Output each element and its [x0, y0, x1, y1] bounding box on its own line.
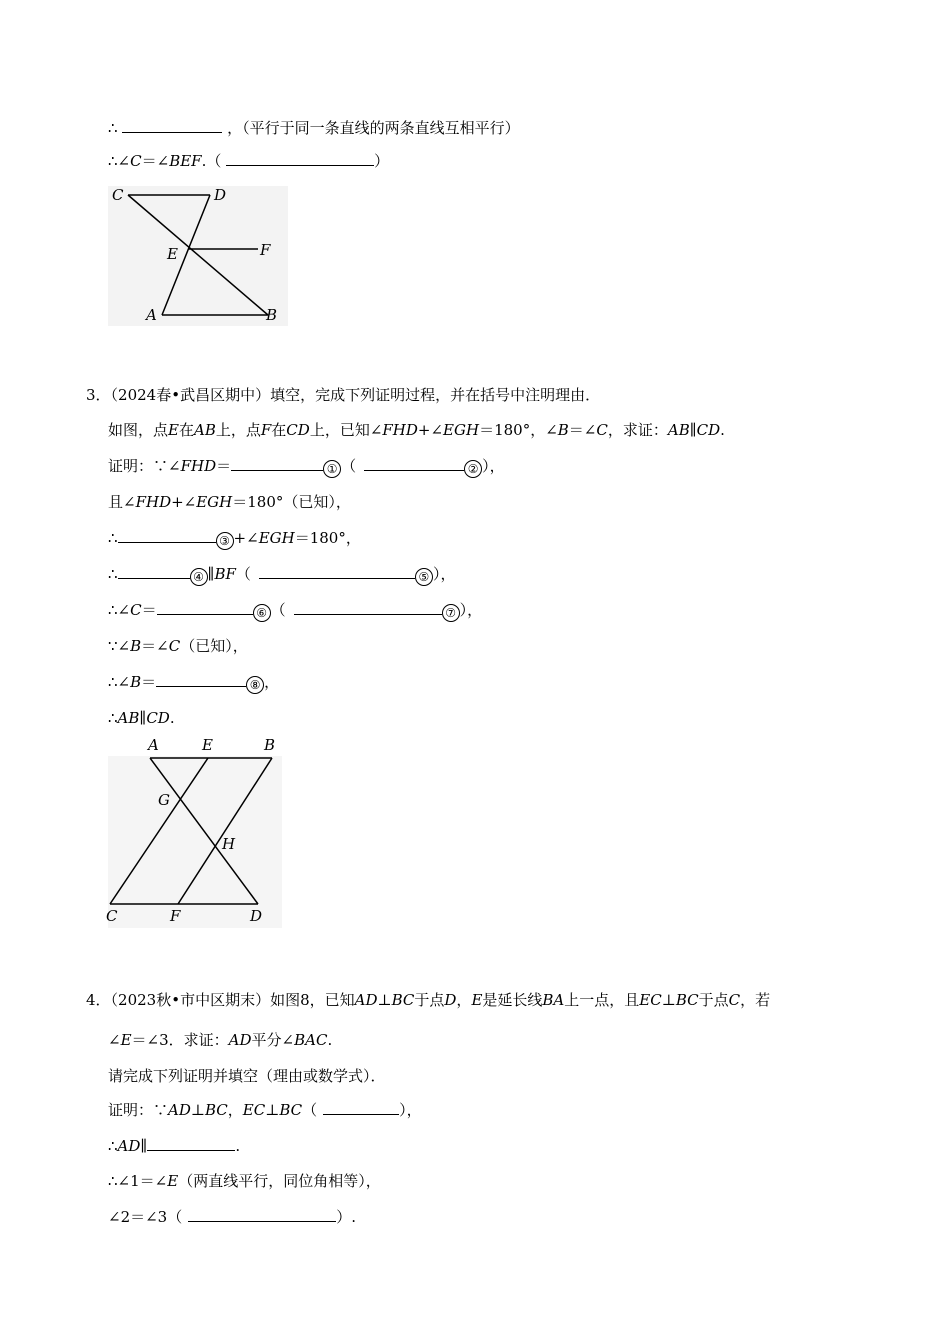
proof-step-6: ∵∠B＝∠C（已知），: [108, 637, 248, 655]
label-d: D: [250, 907, 263, 925]
answer-blank[interactable]: [122, 118, 222, 133]
blank-3[interactable]: [118, 528, 216, 543]
question-4-header: 4．（2023秋•市中区期末）如图8，已知AD⊥BC于点D，E是延长线BA上一点，且EC⊥BC于点C，若: [86, 991, 771, 1009]
proof-step-2: 且∠FHD+∠EGH＝180°（已知），: [108, 493, 351, 511]
question-4-instruction: 请完成下列证明并填空（理由或数学式）．: [108, 1067, 386, 1085]
proof-step-4: ∴ ④ ∥BF（ ⑤ ），: [108, 565, 456, 584]
marker-2: ②: [464, 460, 482, 478]
proof-step-7: ∴∠B＝ ⑧ ，: [108, 673, 280, 692]
marker-8: ⑧: [246, 676, 264, 694]
marker-1: ①: [323, 460, 341, 478]
q4-proof-step-1: 证明：∵AD⊥BC，EC⊥BC（ ），: [108, 1101, 422, 1119]
therefore-symbol: ∴: [108, 119, 118, 137]
q4-blank-3[interactable]: [188, 1207, 336, 1222]
label-g: G: [158, 791, 170, 809]
q4-proof-step-3: ∴∠1＝∠E（两直线平行，同位角相等），: [108, 1172, 381, 1190]
question-3-header: [86, 385, 600, 405]
label-e: E: [202, 736, 213, 754]
blank-5[interactable]: [259, 564, 415, 579]
label-f: F: [260, 241, 271, 259]
proof-line-parallel: [108, 118, 520, 138]
reason-text: ，（平行于同一条直线的两条直线互相平行）: [227, 119, 520, 137]
marker-3: ③: [216, 532, 234, 550]
marker-4: ④: [190, 568, 208, 586]
question-number: 4．: [86, 991, 111, 1009]
label-b: B: [264, 736, 276, 754]
q4-proof-step-2: ∴AD∥ .: [108, 1137, 241, 1155]
blank-4[interactable]: [118, 564, 190, 579]
label-h: H: [222, 835, 236, 853]
blank-7[interactable]: [294, 600, 442, 615]
blank-1[interactable]: [231, 456, 323, 471]
proof-step-8: ∴AB∥CD.: [108, 709, 175, 727]
label-e: E: [167, 245, 178, 263]
label-c: C: [106, 907, 118, 925]
reason-blank[interactable]: [226, 151, 374, 166]
question-4-statement: ∠E＝∠3．求证：AD平分∠BAC.: [108, 1031, 333, 1049]
label-b: B: [266, 306, 278, 324]
marker-5: ⑤: [415, 568, 433, 586]
blank-2[interactable]: [364, 456, 464, 471]
label-f: F: [170, 907, 181, 925]
marker-6: ⑥: [253, 604, 271, 622]
marker-7: ⑦: [442, 604, 460, 622]
proof-step-1: 证明：∵∠FHD＝ ① （ ② ），: [108, 457, 505, 476]
q4-blank-1[interactable]: [323, 1100, 399, 1115]
question-3-statement: 如图，点E在AB上，点F在CD上，已知∠FHD+∠EGH＝180°，∠B＝∠C，求证：AB∥CD.: [108, 421, 725, 439]
figure-2: [100, 736, 290, 931]
label-c: C: [112, 186, 124, 204]
proof-line-angle: ∴∠C＝∠BEF.（ ）: [108, 152, 390, 170]
q4-proof-step-4: ∠2＝∠3（ ）.: [108, 1208, 357, 1226]
question-source: （2024春•武昌区期中）填空，完成下列证明过程，并在括号中注明理由．: [110, 386, 601, 404]
question-number: 3．: [86, 386, 111, 404]
figure-1: [100, 180, 300, 330]
label-a: A: [148, 736, 159, 754]
label-a: A: [146, 306, 157, 324]
label-d: D: [214, 186, 227, 204]
blank-8[interactable]: [156, 672, 246, 687]
blank-6[interactable]: [157, 600, 253, 615]
proof-step-5: ∴∠C＝ ⑥ （ ⑦ ），: [108, 601, 483, 620]
proof-step-3: ∴ ③ +∠EGH＝180°，: [108, 529, 361, 548]
q4-blank-2[interactable]: [147, 1136, 235, 1151]
